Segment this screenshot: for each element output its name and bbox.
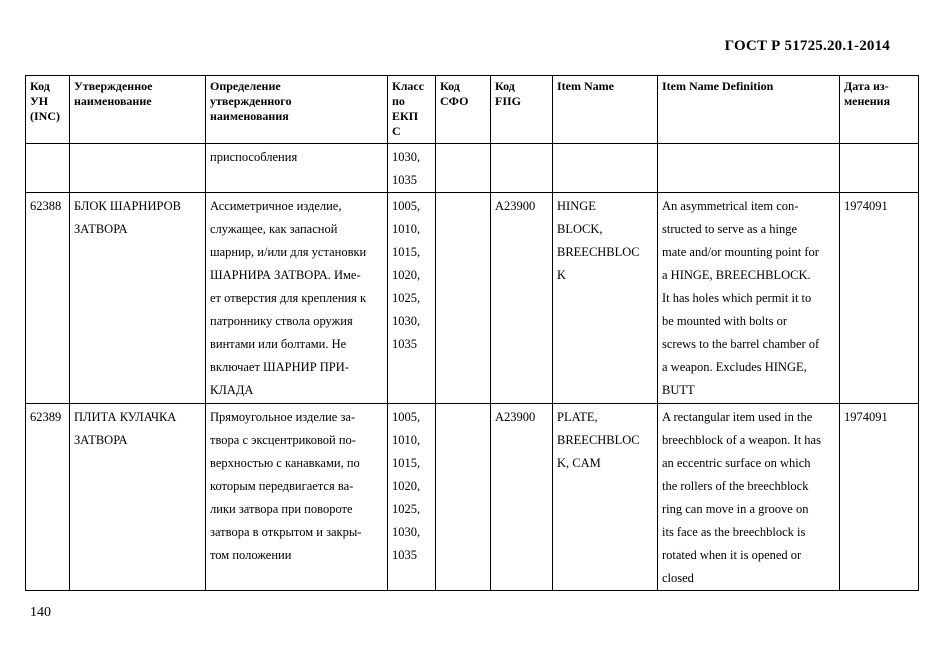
text-line: 1030, xyxy=(392,314,421,328)
text-line: A rectangular item used in the xyxy=(662,410,813,424)
text-line: Ассиметричное изделие, xyxy=(210,199,342,213)
table-row xyxy=(26,193,919,404)
text-line: верхностью с канавками, по xyxy=(210,456,360,470)
text-line: ring can move in a groove on xyxy=(662,502,809,516)
text-line: ЗАТВОРА xyxy=(74,433,128,447)
text-line: которым передвигается ва- xyxy=(210,479,354,493)
col-header-sfo-code xyxy=(436,76,491,144)
text-line: its face as the breechblock is xyxy=(662,525,806,539)
cell-approved-name xyxy=(70,144,206,193)
text-line: 1010, xyxy=(392,433,421,447)
text-line: PLATE, xyxy=(557,410,598,424)
cell-item-name xyxy=(553,193,658,404)
cell-definition xyxy=(206,144,388,193)
text-line: служащее, как запасной xyxy=(210,222,338,236)
text-line: (INC) xyxy=(30,109,60,123)
text-line: screws to the barrel chamber of xyxy=(662,337,820,351)
text-line: ет отверстия для крепления к xyxy=(210,291,367,305)
text-line: БЛОК ШАРНИРОВ xyxy=(74,199,181,213)
text-line: наименования xyxy=(210,109,289,123)
document-code: ГОСТ Р 51725.20.1-2014 xyxy=(724,38,890,54)
cell-item-name-definition xyxy=(658,193,840,404)
text-line: приспособления xyxy=(210,150,298,164)
text-line: твора с эксцентриковой по- xyxy=(210,433,356,447)
items-table xyxy=(25,75,919,591)
text-line: менения xyxy=(844,94,891,108)
cell-sfo xyxy=(436,144,491,193)
text-line: С xyxy=(392,124,401,138)
col-header-fiig-code xyxy=(491,76,553,144)
text-line: 1015, xyxy=(392,245,421,259)
text-line: включает ШАРНИР ПРИ- xyxy=(210,360,349,374)
text-line: BREECHBLOC xyxy=(557,433,640,447)
cell-definition xyxy=(206,404,388,591)
cell-fiig: A23900 xyxy=(491,404,553,591)
text-line: 1010, xyxy=(392,222,421,236)
text-line: утвержденного xyxy=(210,94,292,108)
text-line: ПЛИТА КУЛАЧКА xyxy=(74,410,177,424)
text-line: 1035 xyxy=(392,548,417,562)
cell-inc xyxy=(26,144,70,193)
text-line: 1020, xyxy=(392,479,421,493)
text-line: Прямоугольное изделие за- xyxy=(210,410,356,424)
cell-item-name-definition xyxy=(658,144,840,193)
cell-sfo xyxy=(436,193,491,404)
text-line: затвора в открытом и закры- xyxy=(210,525,362,539)
text-line: the rollers of the breechblock xyxy=(662,479,809,493)
text-line: Дата из- xyxy=(844,79,889,93)
text-line: Код xyxy=(495,79,515,93)
text-line: наименование xyxy=(74,94,152,108)
text-line: BLOCK, xyxy=(557,222,603,236)
text-line: breechblock of a weapon. It has xyxy=(662,433,821,447)
cell-fiig: A23900 xyxy=(491,193,553,404)
cell-item-name-definition xyxy=(658,404,840,591)
cell-change-date: 1974091 xyxy=(840,193,919,404)
text-line: BREECHBLOC xyxy=(557,245,640,259)
text-line: structed to serve as a hinge xyxy=(662,222,798,236)
text-line: a weapon. Excludes HINGE, xyxy=(662,360,807,374)
col-header-item-name-definition: Item Name Definition xyxy=(658,76,840,144)
cell-ekps-class xyxy=(388,193,436,404)
cell-definition xyxy=(206,193,388,404)
cell-inc: 62388 xyxy=(26,193,70,404)
text-line: ШАРНИРА ЗАТВОРА. Име- xyxy=(210,268,361,282)
text-line: 1035 xyxy=(392,337,417,351)
text-line: It has holes which permit it to xyxy=(662,291,812,305)
text-line: 1015, xyxy=(392,456,421,470)
col-header-change-date xyxy=(840,76,919,144)
text-line: mate and/or mounting point for xyxy=(662,245,819,259)
table-row xyxy=(26,404,919,591)
text-line: 1030, xyxy=(392,150,421,164)
cell-item-name xyxy=(553,404,658,591)
table-row xyxy=(26,144,919,193)
cell-change-date: 1974091 xyxy=(840,404,919,591)
col-header-definition xyxy=(206,76,388,144)
text-line: УН xyxy=(30,94,49,108)
text-line: closed xyxy=(662,571,694,585)
text-line: винтами или болтами. Не xyxy=(210,337,347,351)
cell-item-name xyxy=(553,144,658,193)
text-line: ЗАТВОРА xyxy=(74,222,128,236)
text-line: ЕКП xyxy=(392,109,419,123)
text-line: HINGE xyxy=(557,199,596,213)
table-header-row xyxy=(26,76,919,144)
cell-ekps-class xyxy=(388,404,436,591)
text-line: Утвержденное xyxy=(74,79,153,93)
col-header-item-name: Item Name xyxy=(553,76,658,144)
cell-approved-name xyxy=(70,404,206,591)
text-line: лики затвора при повороте xyxy=(210,502,353,516)
text-line: 1005, xyxy=(392,199,421,213)
col-header-approved-name xyxy=(70,76,206,144)
cell-fiig xyxy=(491,144,553,193)
text-line: An asymmetrical item con- xyxy=(662,199,799,213)
text-line: Код xyxy=(30,79,50,93)
cell-ekps-class xyxy=(388,144,436,193)
page-number: 140 xyxy=(30,605,51,620)
text-line: патроннику ствола оружия xyxy=(210,314,353,328)
cell-approved-name xyxy=(70,193,206,404)
text-line: шарнир, и/или для установки xyxy=(210,245,367,259)
text-line: КЛАДА xyxy=(210,383,254,397)
text-line: 1005, xyxy=(392,410,421,424)
text-line: 1030, xyxy=(392,525,421,539)
cell-change-date xyxy=(840,144,919,193)
text-line: FIIG xyxy=(495,94,522,108)
text-line: 1035 xyxy=(392,173,417,187)
text-line: K, CAM xyxy=(557,456,601,470)
col-header-inc xyxy=(26,76,70,144)
text-line: Класс xyxy=(392,79,425,93)
cell-inc: 62389 xyxy=(26,404,70,591)
text-line: Код xyxy=(440,79,460,93)
text-line: K xyxy=(557,268,567,282)
col-header-ekps-class xyxy=(388,76,436,144)
text-line: СФО xyxy=(440,94,469,108)
text-line: 1025, xyxy=(392,291,421,305)
cell-sfo xyxy=(436,404,491,591)
text-line: том положении xyxy=(210,548,292,562)
text-line: 1025, xyxy=(392,502,421,516)
text-line: be mounted with bolts or xyxy=(662,314,787,328)
text-line: rotated when it is opened or xyxy=(662,548,802,562)
text-line: 1020, xyxy=(392,268,421,282)
text-line: an eccentric surface on which xyxy=(662,456,811,470)
text-line: BUTT xyxy=(662,383,695,397)
text-line: Определение xyxy=(210,79,281,93)
text-line: по xyxy=(392,94,405,108)
text-line: a HINGE, BREECHBLOCK. xyxy=(662,268,811,282)
